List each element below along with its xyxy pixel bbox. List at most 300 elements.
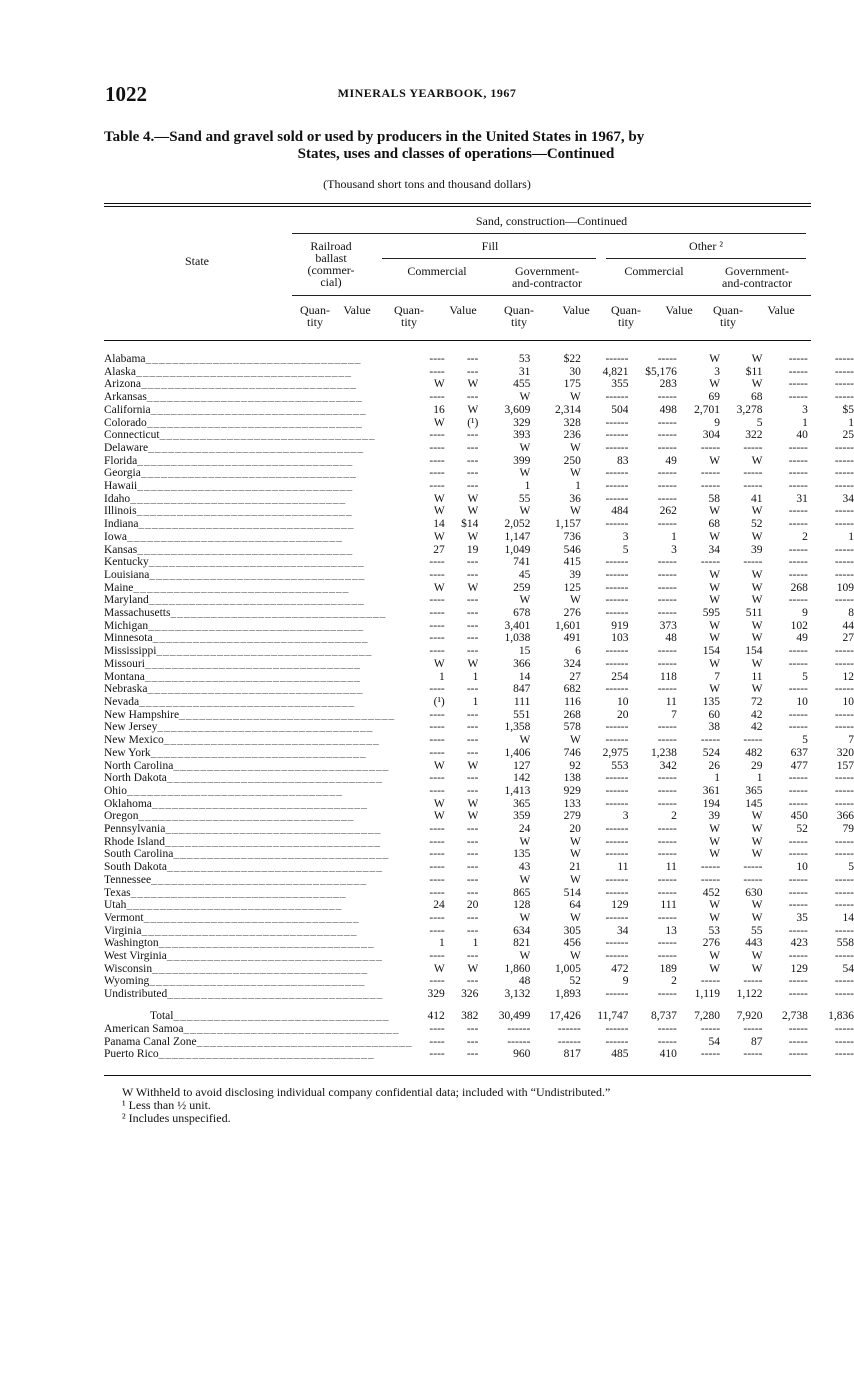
header-line: Government-: [725, 264, 789, 278]
table-cell: 9: [802, 607, 808, 620]
table-cell: -----: [657, 1035, 677, 1048]
table-cell: 2: [671, 810, 677, 823]
state-name: [104, 975, 413, 988]
table-cell: W: [751, 835, 763, 848]
table-cell: -----: [788, 721, 808, 734]
leader-dots: ________________________________: [137, 454, 354, 467]
state-label: Maryland: [104, 594, 149, 607]
table-cell: -----: [700, 861, 721, 874]
state-label: Missouri: [104, 657, 145, 670]
table-cell: -----: [788, 556, 808, 569]
table-cell: W: [570, 441, 581, 454]
table-cell: 189: [659, 962, 677, 975]
footnotes: [122, 1086, 610, 1125]
table-cell: ------: [605, 873, 629, 886]
table-row: [104, 810, 854, 823]
table-cell: 8,737: [650, 1009, 677, 1022]
table-row: [104, 569, 854, 582]
table-cell: ---: [466, 607, 479, 620]
table-cell: W: [751, 505, 763, 518]
table-cell: W: [751, 899, 763, 912]
table-cell: 53: [518, 353, 531, 365]
table-cell: ----: [429, 467, 445, 480]
table-cell: 1,038: [504, 632, 531, 645]
table-row: [104, 1023, 854, 1036]
table-cell: -----: [788, 391, 808, 404]
leader-dots: ________________________________: [137, 543, 354, 556]
table-cell: W: [709, 911, 721, 924]
header-line: (commer-: [307, 263, 355, 277]
table-cell: -----: [834, 657, 854, 670]
table-cell: 1: [848, 416, 854, 429]
table-cell: 6: [575, 645, 581, 658]
leader-dots: ________________________________: [166, 861, 383, 874]
table-cell: ---: [466, 721, 479, 734]
table-row: [104, 836, 854, 849]
table-cell: 109: [836, 581, 854, 594]
state-label: Massachusetts: [104, 607, 171, 620]
leader-dots: ________________________________: [158, 937, 375, 950]
leader-dots: ________________________________: [133, 581, 350, 594]
table-cell: 39: [708, 810, 721, 823]
table-cell: 320: [836, 746, 854, 759]
table-cell: W: [709, 530, 721, 543]
table-cell: 7: [671, 708, 677, 721]
quantity-header: [604, 304, 648, 328]
table-cell: W: [467, 759, 479, 772]
table-row: [104, 950, 854, 963]
table-cell: 129: [611, 899, 629, 912]
table-cell: 49: [796, 632, 808, 645]
table-row: [104, 404, 854, 417]
units-note: (Thousand short tons and thousand dollars): [323, 177, 531, 191]
table-cell: -----: [834, 594, 854, 607]
leader-dots: ________________________________: [151, 797, 368, 810]
table-cell: 2,052: [504, 518, 531, 531]
leader-dots: ________________________________: [151, 873, 368, 886]
table-cell: -----: [700, 975, 721, 988]
table-cell: 10: [842, 695, 854, 708]
table-cell: 365: [513, 797, 531, 810]
table-cell: ----: [429, 1035, 445, 1048]
header-line: tity: [306, 315, 323, 329]
leader-dots: ________________________________: [173, 759, 390, 772]
leader-dots: ________________________________: [196, 1035, 413, 1048]
state-name: [104, 569, 413, 582]
leader-dots: ________________________________: [163, 734, 380, 747]
table-cell: 355: [611, 378, 629, 391]
state-label: Alaska: [104, 365, 136, 378]
table-cell: ----: [429, 848, 445, 861]
state-label: Virginia: [104, 924, 142, 937]
table-cell: ---: [466, 746, 479, 759]
table-cell: ------: [605, 835, 629, 848]
table-row: [104, 912, 854, 925]
table-cell: -----: [834, 1035, 854, 1048]
state-label: Iowa: [104, 530, 127, 543]
table-cell: -----: [657, 581, 677, 594]
table-cell: 17,426: [549, 1009, 581, 1022]
table-cell: 3,609: [504, 403, 531, 416]
table-row: [104, 582, 854, 595]
header-line: and-contractor: [722, 276, 792, 290]
state-label: Utah: [104, 899, 127, 912]
state-name: [104, 963, 413, 976]
table-cell: ------: [605, 1022, 629, 1035]
table-cell: 324: [563, 657, 581, 670]
state-name: [104, 632, 413, 645]
table-row: [104, 899, 854, 912]
table-row: [104, 505, 854, 518]
table-row: [104, 378, 854, 391]
table-cell: ----: [429, 924, 445, 937]
table-cell: 1,238: [650, 746, 677, 759]
table-cell: -----: [834, 556, 854, 569]
table-row: [104, 493, 854, 506]
state-name: [104, 658, 413, 671]
table-cell: 45: [518, 568, 531, 581]
state-label: North Dakota: [104, 772, 167, 785]
table-cell: ------: [605, 594, 629, 607]
table-cell: -----: [700, 734, 721, 747]
leader-dots: ________________________________: [173, 848, 390, 861]
table-cell: ------: [605, 1035, 629, 1048]
table-cell: 1,122: [736, 988, 763, 1001]
table-cell: W: [751, 353, 763, 365]
table-cell: W: [709, 568, 721, 581]
table-cell: -----: [743, 556, 763, 569]
table-cell: W: [519, 734, 531, 747]
table-row: [104, 887, 854, 900]
table-cell: 1,005: [555, 962, 581, 975]
leader-dots: ________________________________: [143, 911, 360, 924]
table-row: [104, 417, 854, 430]
table-cell: -----: [834, 378, 854, 391]
state-name: [104, 391, 413, 404]
table-cell: ---: [466, 429, 479, 442]
leader-dots: ________________________________: [144, 657, 361, 670]
table-cell: $5,176: [645, 365, 677, 378]
table-cell: 865: [513, 886, 531, 899]
table-cell: -----: [657, 683, 677, 696]
table-cell: -----: [657, 911, 677, 924]
leader-dots: ________________________________: [179, 708, 396, 721]
table-cell: ------: [605, 467, 629, 480]
table-cell: 1: [756, 772, 763, 785]
table-cell: 1,406: [504, 746, 531, 759]
table-cell: 39: [751, 543, 763, 556]
table-cell: -----: [700, 480, 721, 493]
table-cell: 1,119: [694, 988, 721, 1001]
table-cell: -----: [788, 657, 808, 670]
table-cell: 450: [790, 810, 808, 823]
table-cell: W: [467, 810, 479, 823]
table-cell: -----: [788, 480, 808, 493]
table-cell: 68: [751, 391, 763, 404]
table-cell: W: [570, 467, 581, 480]
header-line: and-contractor: [512, 276, 582, 290]
table-cell: W: [751, 632, 763, 645]
table-cell: 3: [802, 403, 808, 416]
other-commercial-header: Commercial: [624, 264, 684, 278]
table-cell: W: [519, 911, 531, 924]
table-cell: -----: [657, 480, 677, 493]
table-cell: ----: [429, 429, 445, 442]
table-cell: 42: [751, 708, 763, 721]
table-cell: 262: [659, 505, 677, 518]
table-cell: 127: [513, 759, 531, 772]
leader-dots: ________________________________: [136, 505, 353, 518]
leader-dots: ________________________________: [158, 1048, 375, 1061]
leader-dots: ________________________________: [148, 441, 365, 454]
state-label: Oklahoma: [104, 797, 152, 810]
table-cell: ------: [557, 1022, 581, 1035]
table-cell: ------: [605, 480, 629, 493]
table-cell: -----: [834, 480, 854, 493]
table-cell: 484: [611, 505, 629, 518]
state-name: [104, 925, 413, 938]
table-row: [104, 963, 854, 976]
table-cell: 36: [569, 492, 581, 505]
table-cell: -----: [657, 391, 677, 404]
table-cell: W: [433, 492, 445, 505]
table-cell: ---: [466, 441, 479, 454]
table-cell: 1,049: [504, 543, 531, 556]
table-cell: 682: [563, 683, 581, 696]
table-cell: ------: [605, 721, 629, 734]
quantity-header: [294, 304, 336, 328]
header-line: Quan-: [611, 303, 641, 317]
table-cell: $5: [842, 403, 854, 416]
table-row: [104, 391, 854, 404]
table-cell: ------: [605, 429, 629, 442]
table-cell: W: [751, 378, 763, 391]
table-cell: 5: [802, 670, 808, 683]
table-cell: ---: [466, 365, 479, 378]
state-name: [104, 798, 413, 811]
table-row: [104, 594, 854, 607]
table-cell: ------: [605, 353, 629, 365]
table-cell: 511: [745, 607, 763, 620]
table-row: [104, 556, 854, 569]
table-cell: 423: [790, 937, 808, 950]
table-cell: 111: [513, 695, 531, 708]
table-cell: ---: [466, 632, 479, 645]
table-cell: -----: [788, 988, 808, 1001]
table-cell: -----: [657, 988, 677, 1001]
table-cell: W: [467, 403, 479, 416]
state-name: [104, 531, 413, 544]
table-cell: -----: [788, 454, 808, 467]
state-name: [104, 594, 413, 607]
table-cell: 929: [563, 784, 581, 797]
state-label: Connecticut: [104, 429, 160, 442]
table-cell: W: [709, 581, 721, 594]
table-cell: ----: [429, 391, 445, 404]
table-cell: 154: [745, 645, 763, 658]
table-cell: ----: [429, 607, 445, 620]
table-cell: -----: [834, 835, 854, 848]
fill-header: Fill: [481, 239, 499, 253]
table-row: [104, 683, 854, 696]
table-cell: 55: [751, 924, 763, 937]
header-line: Railroad: [310, 239, 352, 253]
table-cell: ---: [466, 950, 479, 963]
table-cell: 34: [842, 492, 854, 505]
table-cell: 12: [842, 670, 854, 683]
header-line: ballast: [315, 251, 347, 265]
value-header: Value: [562, 303, 590, 317]
table-cell: -----: [834, 975, 854, 988]
table-cell: -----: [657, 721, 677, 734]
state-label: Hawaii: [104, 480, 138, 493]
value-header: Value: [343, 303, 371, 317]
table-cell: 236: [563, 429, 581, 442]
table-cell: 634: [513, 924, 531, 937]
state-name: [104, 493, 413, 506]
table-cell: W: [709, 823, 721, 836]
table-cell: 11: [665, 695, 677, 708]
table-cell: 14: [433, 518, 445, 531]
table-cell: W: [709, 950, 721, 963]
table-cell: (¹): [467, 416, 479, 429]
table-cell: -----: [788, 568, 808, 581]
table-cell: 31: [796, 492, 808, 505]
table-cell: -----: [657, 784, 677, 797]
table-cell: W: [433, 657, 445, 670]
table-cell: ---: [466, 1035, 479, 1048]
table-cell: -----: [834, 721, 854, 734]
table-cell: 359: [513, 810, 531, 823]
table-cell: -----: [700, 1048, 721, 1061]
table-cell: -----: [657, 416, 677, 429]
table-cell: -----: [743, 873, 763, 886]
table-cell: W: [709, 378, 721, 391]
table-cell: ------: [605, 772, 629, 785]
table-cell: 38: [708, 721, 721, 734]
table-cell: 960: [513, 1048, 531, 1061]
table-cell: W: [570, 734, 581, 747]
state-name: [104, 734, 413, 747]
state-name: [104, 378, 413, 391]
table-cell: -----: [657, 594, 677, 607]
table-cell: 16: [433, 403, 445, 416]
table-cell: ----: [429, 632, 445, 645]
header-line: cial): [320, 275, 342, 289]
table-cell: 4,821: [602, 365, 629, 378]
table-cell: ---: [466, 454, 479, 467]
table-cell: -----: [657, 556, 677, 569]
table-cell: W: [570, 594, 581, 607]
table-row: [104, 658, 854, 671]
leader-dots: ________________________________: [130, 492, 347, 505]
table-row: [104, 366, 854, 379]
table-cell: 1: [472, 695, 479, 708]
table-cell: -----: [743, 480, 763, 493]
state-label: Oregon: [104, 810, 139, 823]
state-name: [104, 455, 413, 468]
table-cell: 39: [569, 568, 581, 581]
table-cell: 365: [745, 784, 763, 797]
table-cell: -----: [657, 429, 677, 442]
table-cell: 24: [433, 899, 445, 912]
table-cell: ---: [466, 480, 479, 493]
other-rule: [606, 258, 806, 259]
state-name: [104, 899, 413, 912]
leader-dots: ________________________________: [148, 594, 365, 607]
table-cell: 250: [563, 454, 581, 467]
state-label: California: [104, 403, 151, 416]
state-label: South Dakota: [104, 861, 167, 874]
table-cell: W: [751, 530, 763, 543]
table-cell: W: [519, 391, 531, 404]
state-label: Pennsylvania: [104, 823, 166, 836]
table-cell: ---: [466, 683, 479, 696]
table-cell: -----: [657, 657, 677, 670]
table-cell: ------: [605, 950, 629, 963]
table-row: [104, 531, 854, 544]
table-row: [104, 937, 854, 950]
table-cell: ----: [429, 835, 445, 848]
table-cell: ----: [429, 441, 445, 454]
table-cell: 283: [659, 378, 677, 391]
total-row: [104, 1009, 854, 1023]
table-row: [104, 988, 854, 1001]
table-cell: W: [433, 530, 445, 543]
state-label: North Carolina: [104, 759, 174, 772]
table-cell: 7: [714, 670, 721, 683]
table-cell: W: [519, 467, 531, 480]
table-title: [104, 129, 808, 163]
table-body: [104, 353, 854, 1061]
state-name: [104, 696, 413, 709]
leader-dots: ________________________________: [140, 467, 357, 480]
state-label: Maine: [104, 581, 134, 594]
state-name: [104, 1009, 413, 1023]
table-cell: 83: [616, 454, 629, 467]
leader-dots: ________________________________: [126, 899, 343, 912]
leader-dots: ________________________________: [157, 721, 374, 734]
table-cell: W: [751, 911, 763, 924]
state-name: [104, 810, 413, 823]
table-cell: ---: [466, 861, 479, 874]
table-cell: ----: [429, 454, 445, 467]
table-cell: 1: [472, 670, 479, 683]
table-cell: ------: [605, 683, 629, 696]
table-cell: W: [751, 683, 763, 696]
table-cell: ------: [605, 886, 629, 899]
state-label: Undistributed: [104, 988, 168, 1001]
table-cell: ------: [507, 1035, 531, 1048]
table-cell: 69: [708, 391, 721, 404]
data-table: [104, 353, 854, 1061]
table-cell: ----: [429, 950, 445, 963]
table-cell: W: [570, 848, 581, 861]
table-cell: W: [519, 594, 531, 607]
table-cell: 1: [524, 480, 531, 493]
table-cell: 31: [518, 365, 531, 378]
leader-dots: ________________________________: [147, 683, 364, 696]
table-cell: -----: [657, 441, 677, 454]
table-cell: -----: [700, 873, 721, 886]
table-cell: W: [467, 657, 479, 670]
table-cell: W: [751, 454, 763, 467]
table-cell: -----: [657, 518, 677, 531]
table-cell: 29: [751, 759, 763, 772]
table-cell: 68: [708, 518, 721, 531]
state-name: [104, 417, 413, 430]
state-label: Colorado: [104, 416, 147, 429]
